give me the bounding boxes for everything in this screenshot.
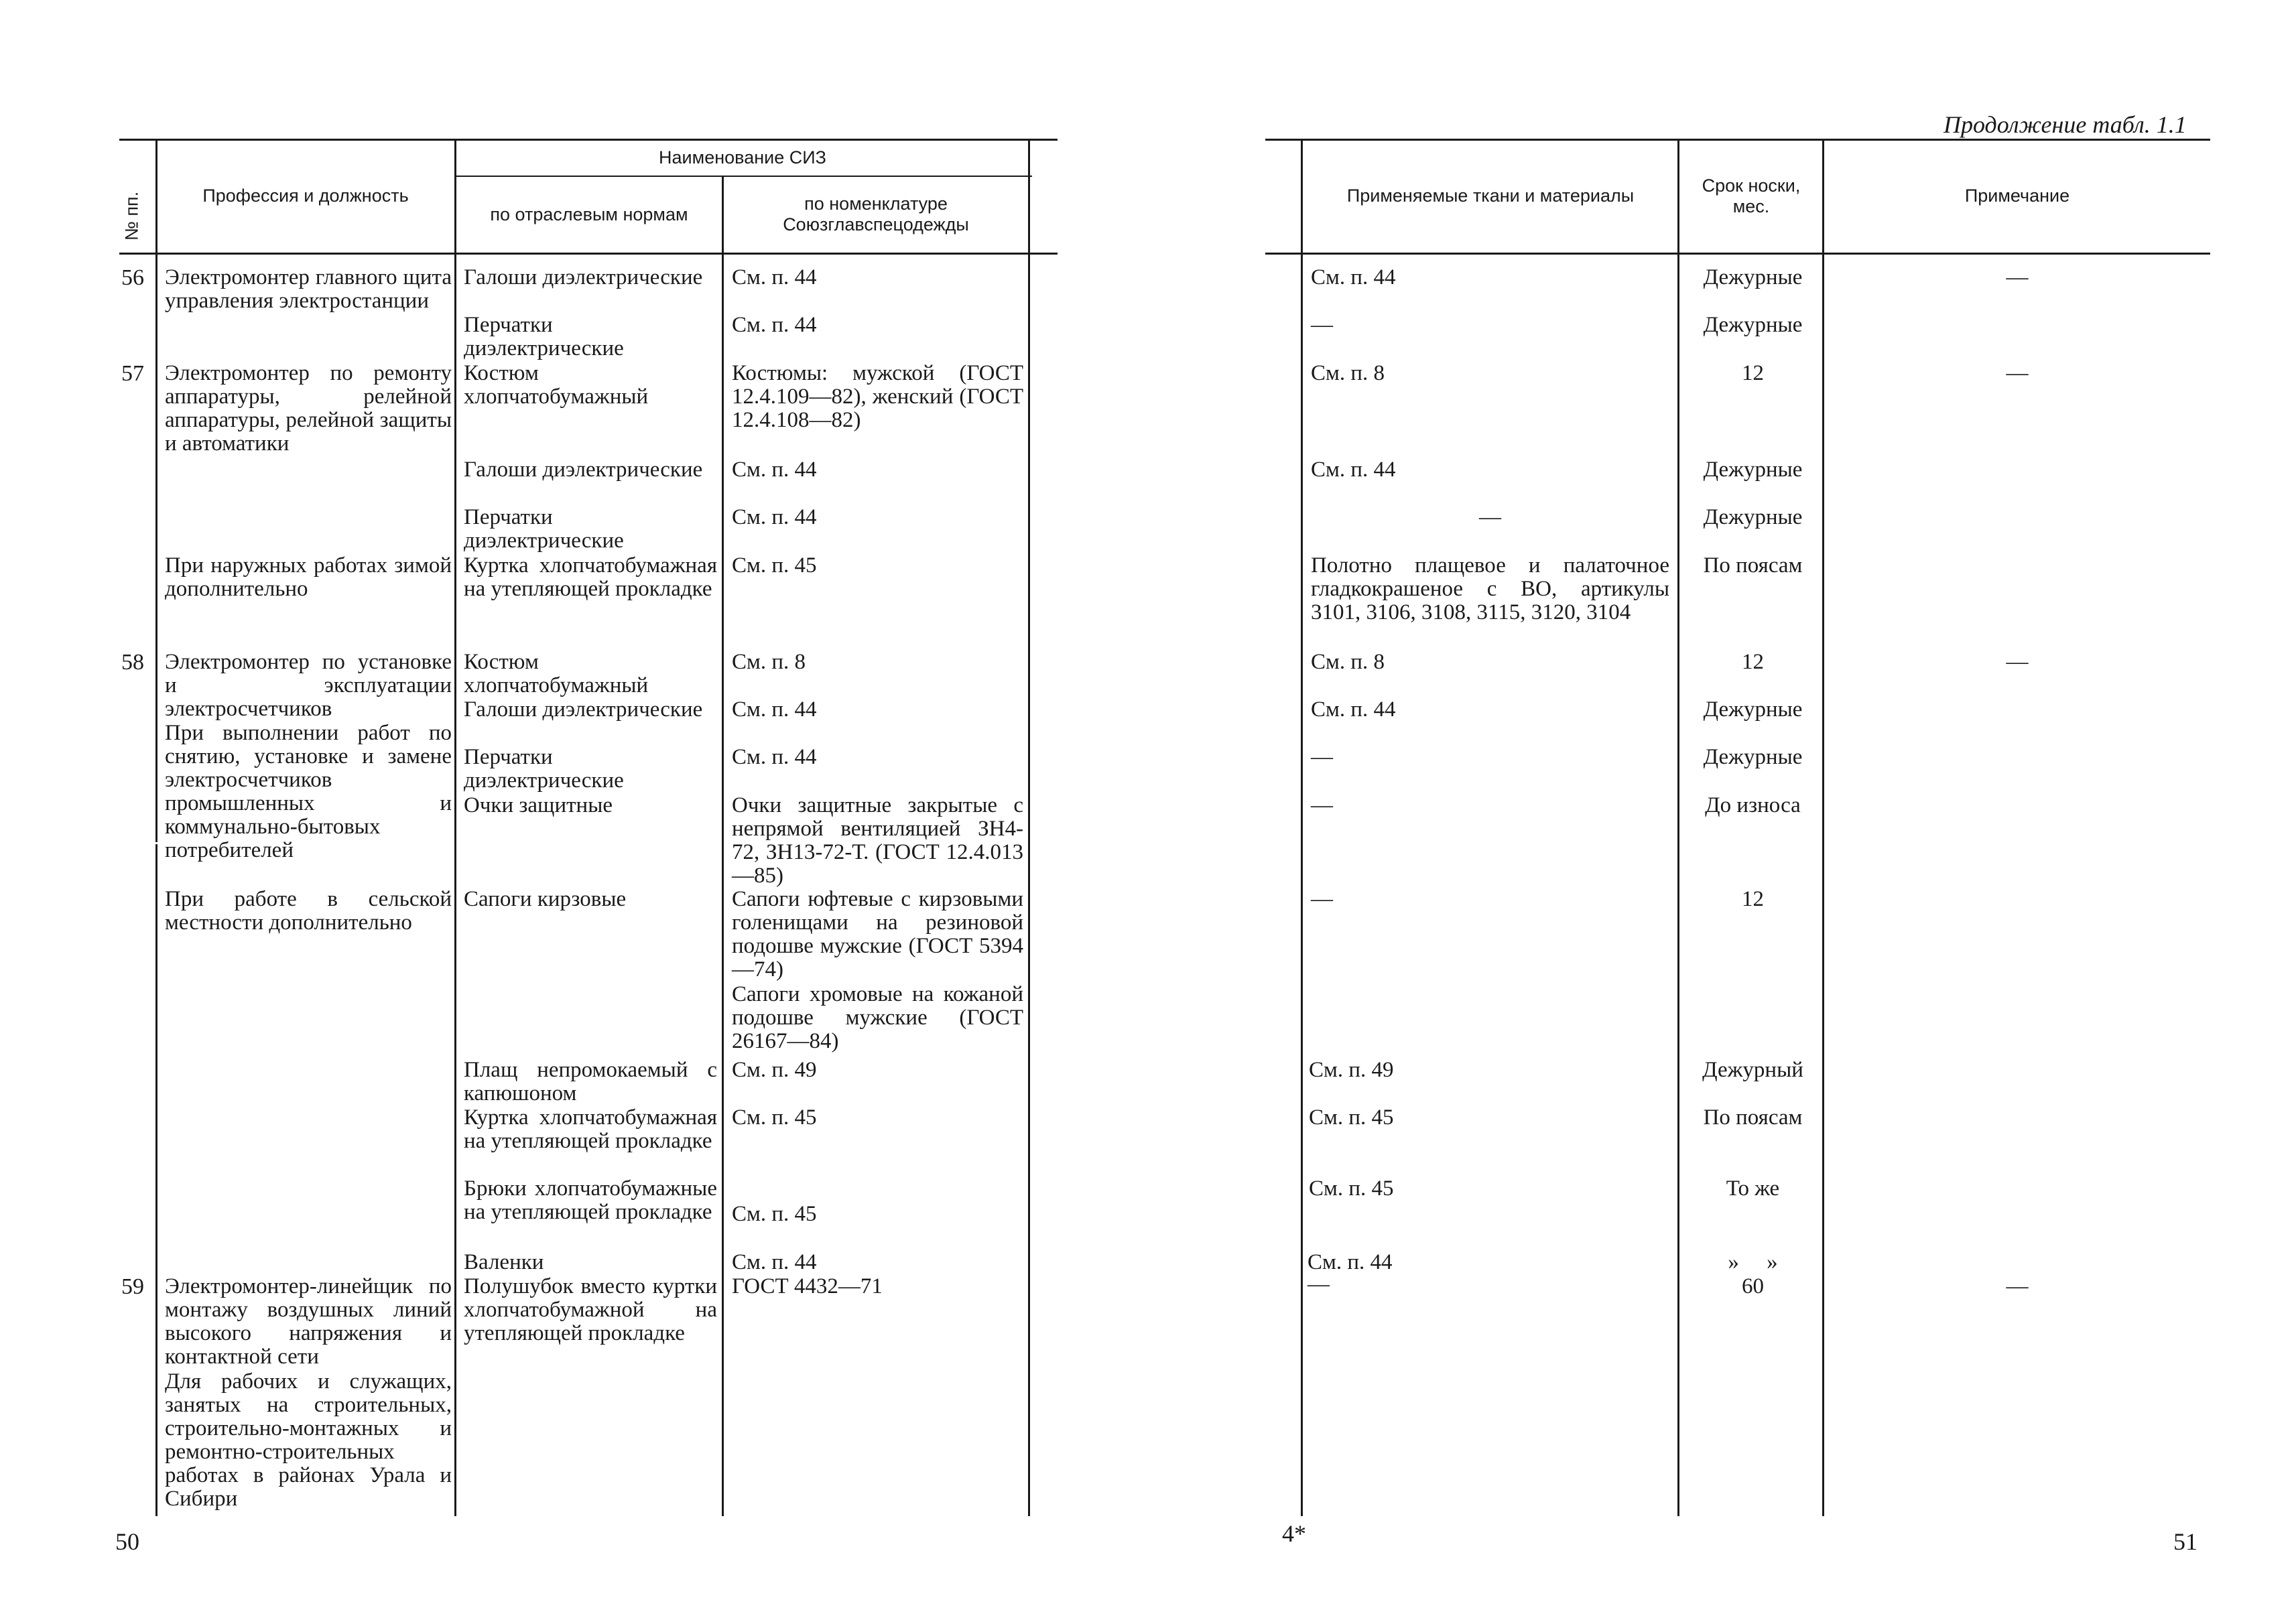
note-cell: — <box>2006 361 2029 385</box>
materials-cell: См. п. 8 <box>1311 361 1385 385</box>
term-cell: По поясам <box>1703 1105 1803 1130</box>
profession-cell: При работе в сельской местности дополнительно <box>165 887 452 935</box>
header-bottom-rule <box>1265 253 2210 255</box>
term-cell: 60 <box>1742 1274 1764 1298</box>
header-siz-group: Наименование СИЗ <box>659 147 826 167</box>
subheader-rule <box>456 176 1032 177</box>
term-cell: Дежурный <box>1702 1058 1803 1082</box>
term-cell: То же <box>1726 1176 1780 1201</box>
profession-cell: Электромонтер главного щита управления электростанции <box>165 265 452 313</box>
header-sector-norms: по отраслевым нормам <box>490 204 688 224</box>
header-materials: Применяемые ткани и материалы <box>1346 186 1635 206</box>
right-page <box>1148 0 2296 1622</box>
materials-cell: См. п. 44 <box>1311 458 1396 482</box>
table-continuation-caption: Продолжение табл. 1.1 <box>1943 111 2187 138</box>
header-nomenclature: по номенклатуре Союзглавспецодежды <box>783 194 969 234</box>
materials-cell: — <box>1311 745 1333 769</box>
note-cell: — <box>2006 265 2029 289</box>
row-number: 56 <box>121 265 144 290</box>
term-cell: 12 <box>1742 361 1764 385</box>
page-number: 51 <box>2173 1528 2197 1555</box>
siz-sector-cell: Брюки хлопчатобумажные на утепляющей прокладке <box>464 1176 717 1224</box>
siz-sector-cell: Очки защитные <box>464 793 613 817</box>
siz-nomenclature-cell: См. п. 44 <box>732 458 817 482</box>
siz-sector-cell: Перчатки диэлектрические <box>464 745 624 793</box>
row-number: 57 <box>121 361 144 386</box>
profession-cell: Электромонтер-линейщик по монтажу воздушных линий высокого напряжения и контактной сети <box>165 1274 452 1369</box>
siz-sector-cell: Сапоги кирзовые <box>464 887 627 911</box>
term-cell: Дежурные <box>1703 458 1803 482</box>
term-cell: До износа <box>1705 793 1801 817</box>
note-cell: — <box>2006 1274 2029 1298</box>
term-cell: 12 <box>1742 887 1764 911</box>
materials-cell: См. п. 49 <box>1309 1058 1394 1082</box>
column-divider <box>155 844 157 1516</box>
term-cell: Дежурные <box>1703 265 1803 289</box>
siz-nomenclature-cell: См. п. 44 <box>732 505 817 529</box>
column-divider <box>1028 139 1030 1516</box>
profession-cell: Электромонтер по установке и эксплуатации электросчетчиков <box>165 650 452 721</box>
siz-nomenclature-cell: См. п. 44 <box>732 697 817 722</box>
siz-sector-cell: Галоши диэлектрические <box>464 697 703 722</box>
note-cell: — <box>2006 650 2029 674</box>
siz-nomenclature-cell: Сапоги юфтевые с кирзовыми голенищами на резиновой подошве мужские (ГОСТ 5394—74) <box>732 887 1023 982</box>
siz-sector-cell: Полушубок вместо куртки хлопчатобумажной на утепляющей прокладке <box>464 1274 717 1345</box>
siz-nomenclature-cell: См. п. 44 <box>732 265 817 289</box>
column-divider <box>1822 139 1824 1516</box>
page-number: 50 <box>115 1528 139 1555</box>
materials-cell: — <box>1479 505 1501 529</box>
column-divider <box>454 139 456 1516</box>
siz-nomenclature-cell: См. п. 49 <box>732 1058 817 1082</box>
header-bottom-rule <box>119 253 1058 255</box>
siz-nomenclature-cell: См. п. 45 <box>732 1105 817 1130</box>
siz-nomenclature-cell: См. п. 44 <box>732 313 817 337</box>
term-cell: Дежурные <box>1703 697 1803 722</box>
row-number: 58 <box>121 650 144 675</box>
term-cell: Дежурные <box>1703 745 1803 769</box>
siz-nomenclature-cell: ГОСТ 4432—71 <box>732 1274 883 1298</box>
column-divider <box>1301 139 1303 1516</box>
header-num: № пп. <box>121 191 142 241</box>
siz-nomenclature-cell: См. п. 45 <box>732 1202 817 1226</box>
siz-sector-cell: Куртка хлопчатобумажная на утепляющей прокладке <box>464 1105 717 1153</box>
materials-cell: См. п. 44 <box>1308 1250 1393 1274</box>
profession-cell: При выполнении работ по снятию, установке и замене электросчетчиков промышленных и коммунально-бытовых потребителей <box>165 721 452 862</box>
siz-nomenclature-cell: См. п. 44 <box>732 1250 817 1274</box>
profession-cell: Электромонтер по ремонту аппаратуры, релейной аппаратуры, релейной защиты и автоматики <box>165 361 452 456</box>
siz-nomenclature-cell: См. п. 45 <box>732 553 817 578</box>
siz-nomenclature-cell: Костюмы: мужской (ГОСТ 12.4.109—82), женский (ГОСТ 12.4.108—82) <box>732 361 1023 432</box>
profession-cell: При наружных работах зимой дополнительно <box>165 553 452 601</box>
materials-cell: См. п. 44 <box>1311 697 1396 722</box>
materials-cell: — <box>1311 313 1333 337</box>
column-divider <box>1677 139 1679 1516</box>
siz-sector-cell: Костюм хлопчатобумажный <box>464 650 649 697</box>
materials-cell: — <box>1311 887 1333 911</box>
siz-nomenclature-cell: См. п. 8 <box>732 650 806 674</box>
siz-sector-cell: Куртка хлопчатобумажная на утепляющей прокладке <box>464 553 717 601</box>
materials-cell: Полотно плащевое и палаточное гладкокрашеное с ВО, артикулы 3101, 3106, 3108, 3115, 3120, 3104 <box>1311 553 1669 624</box>
siz-sector-cell: Галоши диэлектрические <box>464 265 703 289</box>
siz-nomenclature-cell: Сапоги хромовые на кожаной подошве мужские (ГОСТ 26167—84) <box>732 982 1023 1053</box>
column-divider <box>155 139 157 842</box>
materials-cell: См. п. 44 <box>1311 265 1396 289</box>
materials-cell: — <box>1308 1272 1330 1296</box>
siz-sector-cell: Костюм хлопчатобумажный <box>464 361 649 409</box>
term-cell: 12 <box>1742 650 1764 674</box>
siz-sector-cell: Плащ непромокаемый с капюшоном <box>464 1058 717 1105</box>
header-term: Срок носки, мес. <box>1702 175 1801 216</box>
materials-cell: См. п. 45 <box>1309 1105 1394 1130</box>
column-divider <box>722 176 724 1516</box>
profession-cell: Для рабочих и служащих, занятых на строительных, строительно-монтажных и ремонтно-строительных работах в районах Урала и Сибири <box>165 1369 452 1511</box>
materials-cell: См. п. 45 <box>1309 1176 1394 1201</box>
term-cell: » » <box>1728 1250 1778 1274</box>
materials-cell: См. п. 8 <box>1311 650 1385 674</box>
signature-mark: 4* <box>1282 1520 1306 1547</box>
siz-nomenclature-cell: См. п. 44 <box>732 745 817 769</box>
siz-sector-cell: Перчатки диэлектрические <box>464 313 624 360</box>
siz-sector-cell: Галоши диэлектрические <box>464 458 703 482</box>
materials-cell: — <box>1311 793 1333 817</box>
term-cell: Дежурные <box>1703 505 1803 529</box>
header-profession: Профессия и должность <box>202 186 409 206</box>
term-cell: Дежурные <box>1703 313 1803 337</box>
term-cell: По поясам <box>1703 553 1803 578</box>
siz-sector-cell: Валенки <box>464 1250 544 1274</box>
row-number: 59 <box>121 1274 144 1299</box>
siz-nomenclature-cell: Очки защитные закрытые с непрямой вентиляцией ЗН4-72, ЗН13-72-Т. (ГОСТ 12.4.013—85) <box>732 793 1023 888</box>
header-note: Примечание <box>1964 186 2070 206</box>
siz-sector-cell: Перчатки диэлектрические <box>464 505 624 553</box>
